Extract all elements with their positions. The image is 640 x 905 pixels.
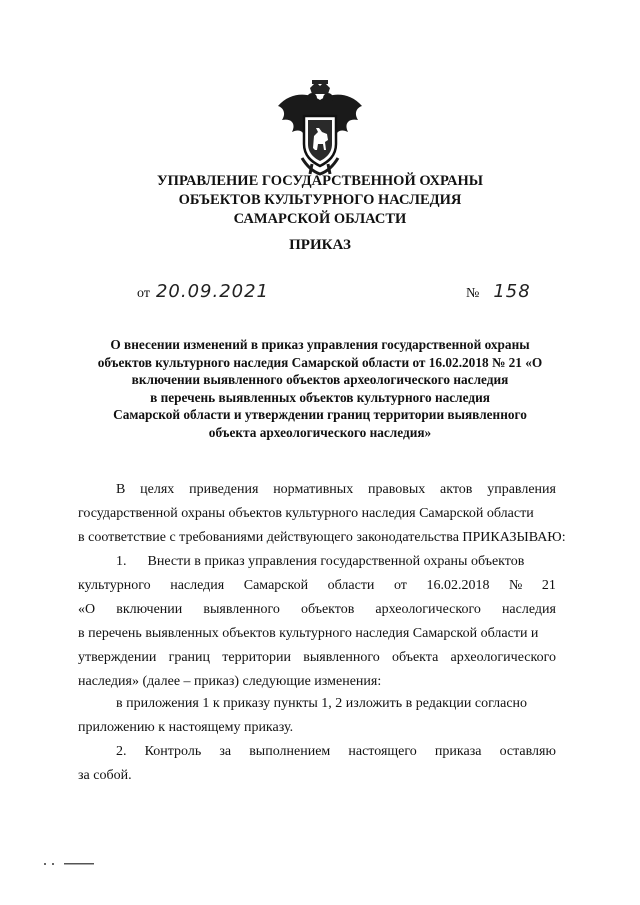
number-prefix: №	[466, 286, 480, 301]
text-line: в соответствие с требованиями действующего законодательства ПРИКАЗЫВАЮ:	[78, 530, 566, 545]
text-line: 1. Внести в приказ управления государственной охраны объектов	[116, 554, 525, 569]
document-type: ПРИКАЗ	[289, 237, 351, 253]
document-number	[466, 281, 531, 302]
text-line: 2. Контроль за выполнением настоящего приказа оставляю	[116, 744, 556, 759]
agency-line: УПРАВЛЕНИЕ ГОСУДАРСТВЕННОЙ ОХРАНЫ	[157, 173, 483, 189]
text-line: в приложения 1 к приказу пункты 1, 2 изложить в редакции согласно	[116, 696, 528, 711]
subject-line: Самарской области и утверждении границ территории выявленного	[113, 407, 527, 422]
number-value: 158	[493, 281, 531, 302]
change-paragraph	[78, 692, 556, 740]
text-line: «О включении выявленного объектов археологического наследия	[78, 602, 556, 617]
subject-line: в перечень выявленных объектов культурного наследия	[150, 389, 490, 405]
subject-line: объектов культурного наследия Самарской области от 16.02.2018 № 21 «О	[97, 354, 543, 370]
date-prefix: от	[137, 286, 150, 301]
text-line: в перечень выявленных объектов культурного наследия Самарской области и	[78, 626, 539, 641]
date-value: 20.09.2021	[155, 281, 269, 302]
agency-name	[0, 172, 640, 229]
coat-of-arms-icon	[272, 78, 368, 178]
agency-line: ОБЪЕКТОВ КУЛЬТУРНОГО НАСЛЕДИЯ	[178, 192, 462, 208]
text-line: утверждении границ территории выявленного объекта археологического	[78, 650, 556, 665]
item-2-paragraph	[78, 740, 556, 788]
text-line: наследия» (далее – приказ) следующие изменения:	[78, 674, 382, 689]
item-1-paragraph	[78, 550, 556, 694]
text-line: государственной охраны объектов культурного наследия Самарской области	[78, 506, 534, 521]
subject-line: объекта археологического наследия»	[208, 424, 432, 440]
text-line: за собой.	[78, 768, 132, 783]
scan-artifact-mark	[44, 862, 96, 866]
text-line: приложению к настоящему приказу.	[78, 720, 294, 735]
document-subject	[60, 336, 580, 441]
subject-line: О внесении изменений в приказ управления государственной охраны	[110, 337, 530, 352]
agency-line: САМАРСКОЙ ОБЛАСТИ	[233, 211, 407, 227]
document-date	[137, 281, 269, 302]
subject-line: включении выявленного объектов археологического наследия	[131, 372, 509, 387]
intro-paragraph	[78, 478, 566, 550]
text-line: В целях приведения нормативных правовых актов управления	[116, 482, 556, 497]
text-line: культурного наследия Самарской области от 16.02.2018 № 21	[78, 578, 556, 593]
